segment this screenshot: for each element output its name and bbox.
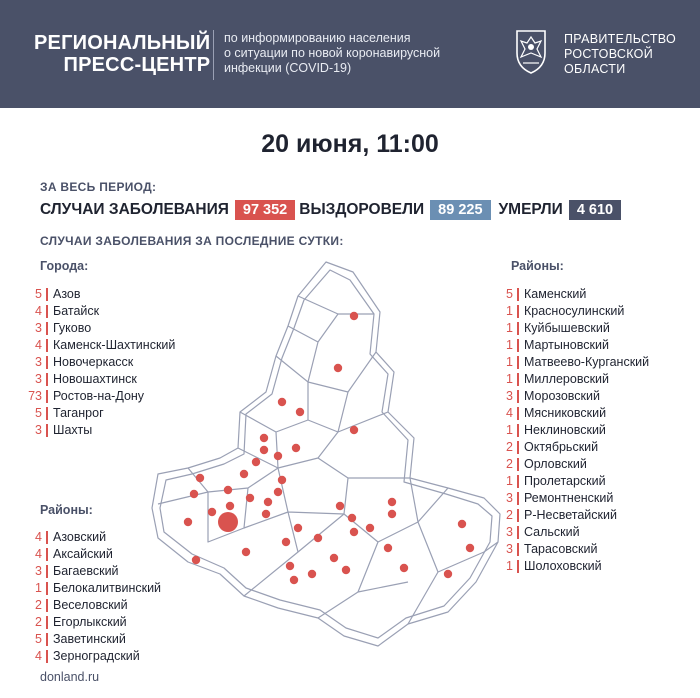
location-name: Миллеровский	[524, 372, 610, 386]
case-count: 73	[28, 389, 42, 403]
separator-bar	[46, 582, 48, 595]
case-marker	[342, 566, 350, 574]
location-name: Белокалитвинский	[53, 581, 162, 595]
case-marker	[444, 570, 452, 578]
location-name: Шахты	[53, 423, 93, 437]
daily-title: СЛУЧАИ ЗАБОЛЕВАНИЯ ЗА ПОСЛЕДНИЕ СУТКИ:	[40, 234, 344, 248]
case-count: 2	[35, 598, 42, 612]
press-center-brand	[34, 32, 210, 76]
location-name: Егорлыкский	[53, 615, 127, 629]
case-marker	[246, 494, 254, 502]
case-count: 3	[35, 355, 42, 369]
location-name: Новошахтинск	[53, 372, 137, 386]
case-count: 1	[506, 338, 513, 352]
case-count: 3	[35, 372, 42, 386]
gov-line-1: ПРАВИТЕЛЬСТВО	[564, 32, 677, 46]
separator-bar	[46, 356, 48, 369]
case-marker	[286, 562, 294, 570]
case-marker	[282, 538, 290, 546]
case-count: 3	[35, 423, 42, 437]
case-marker	[334, 364, 342, 372]
separator-bar	[46, 424, 48, 437]
region-outline	[152, 262, 500, 646]
case-marker	[308, 570, 316, 578]
separator-bar	[46, 599, 48, 612]
districts-right-title: Районы:	[511, 259, 564, 273]
case-count: 2	[35, 615, 42, 629]
location-name: Батайск	[53, 304, 100, 318]
brand-line-2: ПРЕСС-ЦЕНТР	[63, 54, 211, 76]
location-name: Сальский	[524, 525, 580, 539]
case-marker	[366, 524, 374, 532]
separator-bar	[46, 339, 48, 352]
case-marker	[348, 514, 356, 522]
location-name: Багаевский	[53, 564, 119, 578]
location-name: Зерноградский	[53, 649, 140, 663]
region-map	[148, 252, 518, 652]
case-marker	[292, 444, 300, 452]
separator-bar	[46, 305, 48, 318]
location-name: Таганрог	[53, 406, 104, 420]
case-marker	[184, 518, 192, 526]
case-count: 1	[506, 372, 513, 386]
case-count: 1	[506, 559, 513, 573]
brand-line-1: РЕГИОНАЛЬНЫЙ	[34, 32, 211, 54]
separator-bar	[46, 322, 48, 335]
separator-bar	[46, 531, 48, 544]
case-marker	[224, 486, 232, 494]
died-label: УМЕРЛИ	[498, 201, 563, 218]
case-count: 2	[506, 508, 513, 522]
case-marker	[274, 452, 282, 460]
government-title	[564, 32, 676, 77]
case-marker	[350, 426, 358, 434]
case-marker	[208, 508, 216, 516]
case-marker	[336, 502, 344, 510]
case-marker	[466, 544, 474, 552]
list-item	[22, 597, 161, 614]
location-name: Заветинский	[53, 632, 126, 646]
location-name: Морозовский	[524, 389, 600, 403]
case-count: 3	[506, 389, 513, 403]
case-marker	[242, 548, 250, 556]
list-item	[22, 563, 161, 580]
location-name: Ростов-на-Дону	[53, 389, 145, 403]
case-marker	[260, 446, 268, 454]
case-count: 4	[35, 304, 42, 318]
case-marker	[350, 312, 358, 320]
location-name: Каменск-Шахтинский	[53, 338, 176, 352]
case-marker	[458, 520, 466, 528]
case-marker	[330, 554, 338, 562]
emblem-icon	[511, 27, 551, 75]
case-marker	[388, 498, 396, 506]
info-line-1: по информированию населения	[224, 31, 411, 45]
list-item	[22, 631, 161, 648]
cities-title: Города:	[40, 259, 89, 273]
location-name: Красносулинский	[524, 304, 625, 318]
totals-row	[40, 199, 625, 221]
case-marker	[290, 576, 298, 584]
location-name: Октябрьский	[524, 440, 599, 454]
case-marker	[252, 458, 260, 466]
footer-site: donland.ru	[40, 670, 100, 684]
location-name: Неклиновский	[524, 423, 606, 437]
case-count: 5	[35, 406, 42, 420]
case-count: 4	[506, 406, 513, 420]
case-marker	[314, 534, 322, 542]
location-name: Гуково	[53, 321, 92, 335]
location-name: Азов	[53, 287, 81, 301]
case-marker	[384, 544, 392, 552]
case-count: 1	[506, 321, 513, 335]
case-count: 3	[35, 564, 42, 578]
case-count: 4	[35, 338, 42, 352]
case-count: 5	[35, 632, 42, 646]
header-info	[224, 31, 494, 76]
case-marker	[400, 564, 408, 572]
location-name: Аксайский	[53, 547, 113, 561]
location-name: Азовский	[53, 530, 107, 544]
districts-left-title: Районы:	[40, 503, 93, 517]
separator-bar	[46, 650, 48, 663]
location-name: Р-Несветайский	[524, 508, 617, 522]
separator-bar	[46, 288, 48, 301]
case-count: 3	[506, 525, 513, 539]
recovered-label: ВЫЗДОРОВЕЛИ	[299, 201, 425, 218]
case-marker	[388, 510, 396, 518]
case-count: 1	[506, 423, 513, 437]
header-divider	[213, 30, 214, 80]
separator-bar	[46, 373, 48, 386]
rostov-case-marker	[218, 512, 238, 532]
location-name: Мартыновский	[524, 338, 609, 352]
location-name: Куйбышевский	[524, 321, 610, 335]
location-name: Ремонтненский	[524, 491, 614, 505]
separator-bar	[46, 616, 48, 629]
location-name: Орловский	[524, 457, 587, 471]
case-marker	[278, 476, 286, 484]
location-name: Мясниковский	[524, 406, 607, 420]
separator-bar	[46, 407, 48, 420]
case-marker	[278, 398, 286, 406]
separator-bar	[46, 390, 48, 403]
location-name: Тарасовский	[524, 542, 598, 556]
case-count: 1	[506, 304, 513, 318]
case-marker	[264, 498, 272, 506]
case-count: 3	[506, 542, 513, 556]
died-badge: 4 610	[569, 200, 621, 220]
case-count: 4	[35, 530, 42, 544]
case-marker	[190, 490, 198, 498]
case-count: 4	[35, 547, 42, 561]
cases-label: СЛУЧАИ ЗАБОЛЕВАНИЯ	[40, 201, 229, 218]
list-item	[22, 648, 161, 665]
case-count: 2	[506, 440, 513, 454]
case-marker	[240, 470, 248, 478]
location-name: Матвеево-Курганский	[524, 355, 650, 369]
header-banner	[0, 0, 700, 108]
list-item	[22, 529, 161, 546]
case-count: 5	[35, 287, 42, 301]
report-date: 20 июня, 11:00	[261, 130, 439, 158]
case-marker	[260, 434, 268, 442]
case-marker	[294, 524, 302, 532]
case-count: 2	[506, 457, 513, 471]
case-marker	[192, 556, 200, 564]
location-name: Шолоховский	[524, 559, 602, 573]
case-count: 3	[506, 491, 513, 505]
gov-line-2: РОСТОВСКОЙ	[564, 47, 653, 61]
gov-line-3: ОБЛАСТИ	[564, 62, 626, 76]
case-marker	[226, 502, 234, 510]
location-name: Новочеркасск	[53, 355, 134, 369]
case-marker	[196, 474, 204, 482]
location-name: Веселовский	[53, 598, 128, 612]
list-item	[22, 546, 161, 563]
location-name: Каменский	[524, 287, 587, 301]
districts-left-list	[22, 529, 161, 665]
cases-badge: 97 352	[235, 200, 295, 220]
info-line-2: о ситуации по новой коронавирусной	[224, 46, 441, 60]
info-line-3: инфекции (COVID-19)	[224, 61, 352, 75]
separator-bar	[46, 633, 48, 646]
location-name: Пролетарский	[524, 474, 606, 488]
case-marker	[274, 488, 282, 496]
separator-bar	[46, 565, 48, 578]
case-marker	[262, 510, 270, 518]
case-count: 4	[35, 649, 42, 663]
case-marker	[350, 528, 358, 536]
case-count: 1	[35, 581, 42, 595]
case-count: 1	[506, 474, 513, 488]
period-title: ЗА ВЕСЬ ПЕРИОД:	[40, 180, 157, 194]
case-count: 3	[35, 321, 42, 335]
recovered-badge: 89 225	[430, 200, 490, 220]
region-outline-inner	[160, 270, 492, 638]
list-item	[22, 580, 161, 597]
separator-bar	[46, 548, 48, 561]
case-count: 5	[506, 287, 513, 301]
list-item	[22, 614, 161, 631]
case-marker	[296, 408, 304, 416]
case-count: 1	[506, 355, 513, 369]
